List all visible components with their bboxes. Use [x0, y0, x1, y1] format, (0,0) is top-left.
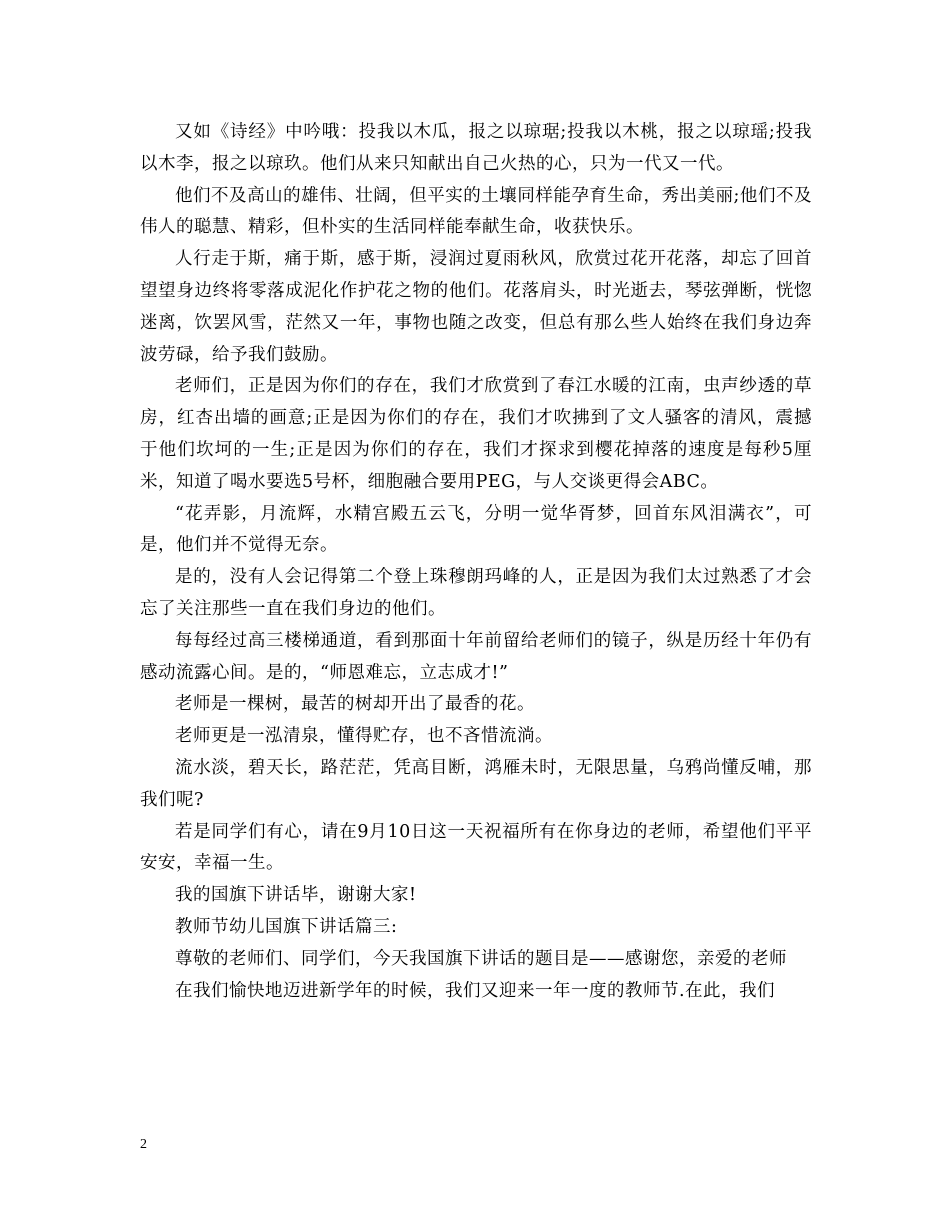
paragraph-12: 我的国旗下讲话毕，谢谢大家!: [175, 885, 417, 906]
paragraph-11: 若是同学们有心，请在9月10日这一天祝福所有在你身边的老师，希望他们平平安安，幸福一生。: [140, 821, 812, 874]
paragraph-14: 尊敬的老师们、同学们，今天我国旗下讲话的题目是——感谢您，亲爱的老师: [175, 948, 787, 969]
paragraph-1: 又如《诗经》中吟哦：投我以木瓜，报之以琼琚;投我以木桃，报之以琼瑶;投我以木李，报之以琼玖。他们从来只知献出自己火热的心，只为一代又一代。: [140, 122, 812, 174]
document-body: [140, 117, 812, 1007]
section-heading: 教师节幼儿国旗下讲话篇三:: [175, 916, 398, 937]
paragraph-3: 人行走于斯，痛于斯，感于斯，浸润过夏雨秋风，欣赏过花开花落，却忘了回首望望身边终将零落成泥化作护花之物的他们。花落肩头，时光逝去，琴弦弹断，恍惚迷离，饮罢风雪，茫然又一年，事物也随之改变，但总有那么些人始终在我们身边奔波劳碌，给予我们鼓励。: [140, 249, 812, 365]
paragraph-5: “花弄影，月流辉，水精宫殿五云飞，分明一觉华胥梦，回首东风泪满衣”，可是，他们并不觉得无奈。: [140, 503, 812, 556]
paragraph-7: 每每经过高三楼梯通道，看到那面十年前留给老师们的镜子，纵是历经十年仍有感动流露心间。是的，“师恩难忘，立志成才!”: [140, 630, 812, 683]
paragraph-4: 老师们，正是因为你们的存在，我们才欣赏到了春江水暖的江南，虫声纱透的草房，红杏出墙的画意;正是因为你们的存在，我们才吹拂到了文人骚客的清风，震撼于他们坎坷的一生;正是因为你们的存在，我们才探求到樱花掉落的速度是每秒5厘米，知道了喝水要选5号杯，细胞融合要用PEG，与人交谈更得会ABC。: [140, 376, 812, 492]
paragraph-6: 是的，没有人会记得第二个登上珠穆朗玛峰的人，正是因为我们太过熟悉了才会忘了关注那些一直在我们身边的他们。: [140, 567, 812, 619]
page-number: 2: [140, 1137, 147, 1152]
paragraph-10: 流水淡，碧天长，路茫茫，凭高目断，鸿雁未时，无限思量，乌鸦尚懂反哺，那我们呢?: [140, 757, 812, 810]
paragraph-15: 在我们愉快地迈进新学年的时候，我们又迎来一年一度的教师节.在此，我们: [175, 980, 776, 1001]
paragraph-8: 老师是一棵树，最苦的树却开出了最香的花。: [175, 694, 535, 715]
paragraph-2: 他们不及高山的雄伟、壮阔，但平实的土壤同样能孕育生命，秀出美丽;他们不及伟人的聪慧、精彩，但朴实的生活同样能奉献生命，收获快乐。: [140, 185, 812, 238]
paragraph-9: 老师更是一泓清泉，懂得贮存，也不吝惜流淌。: [175, 726, 553, 747]
